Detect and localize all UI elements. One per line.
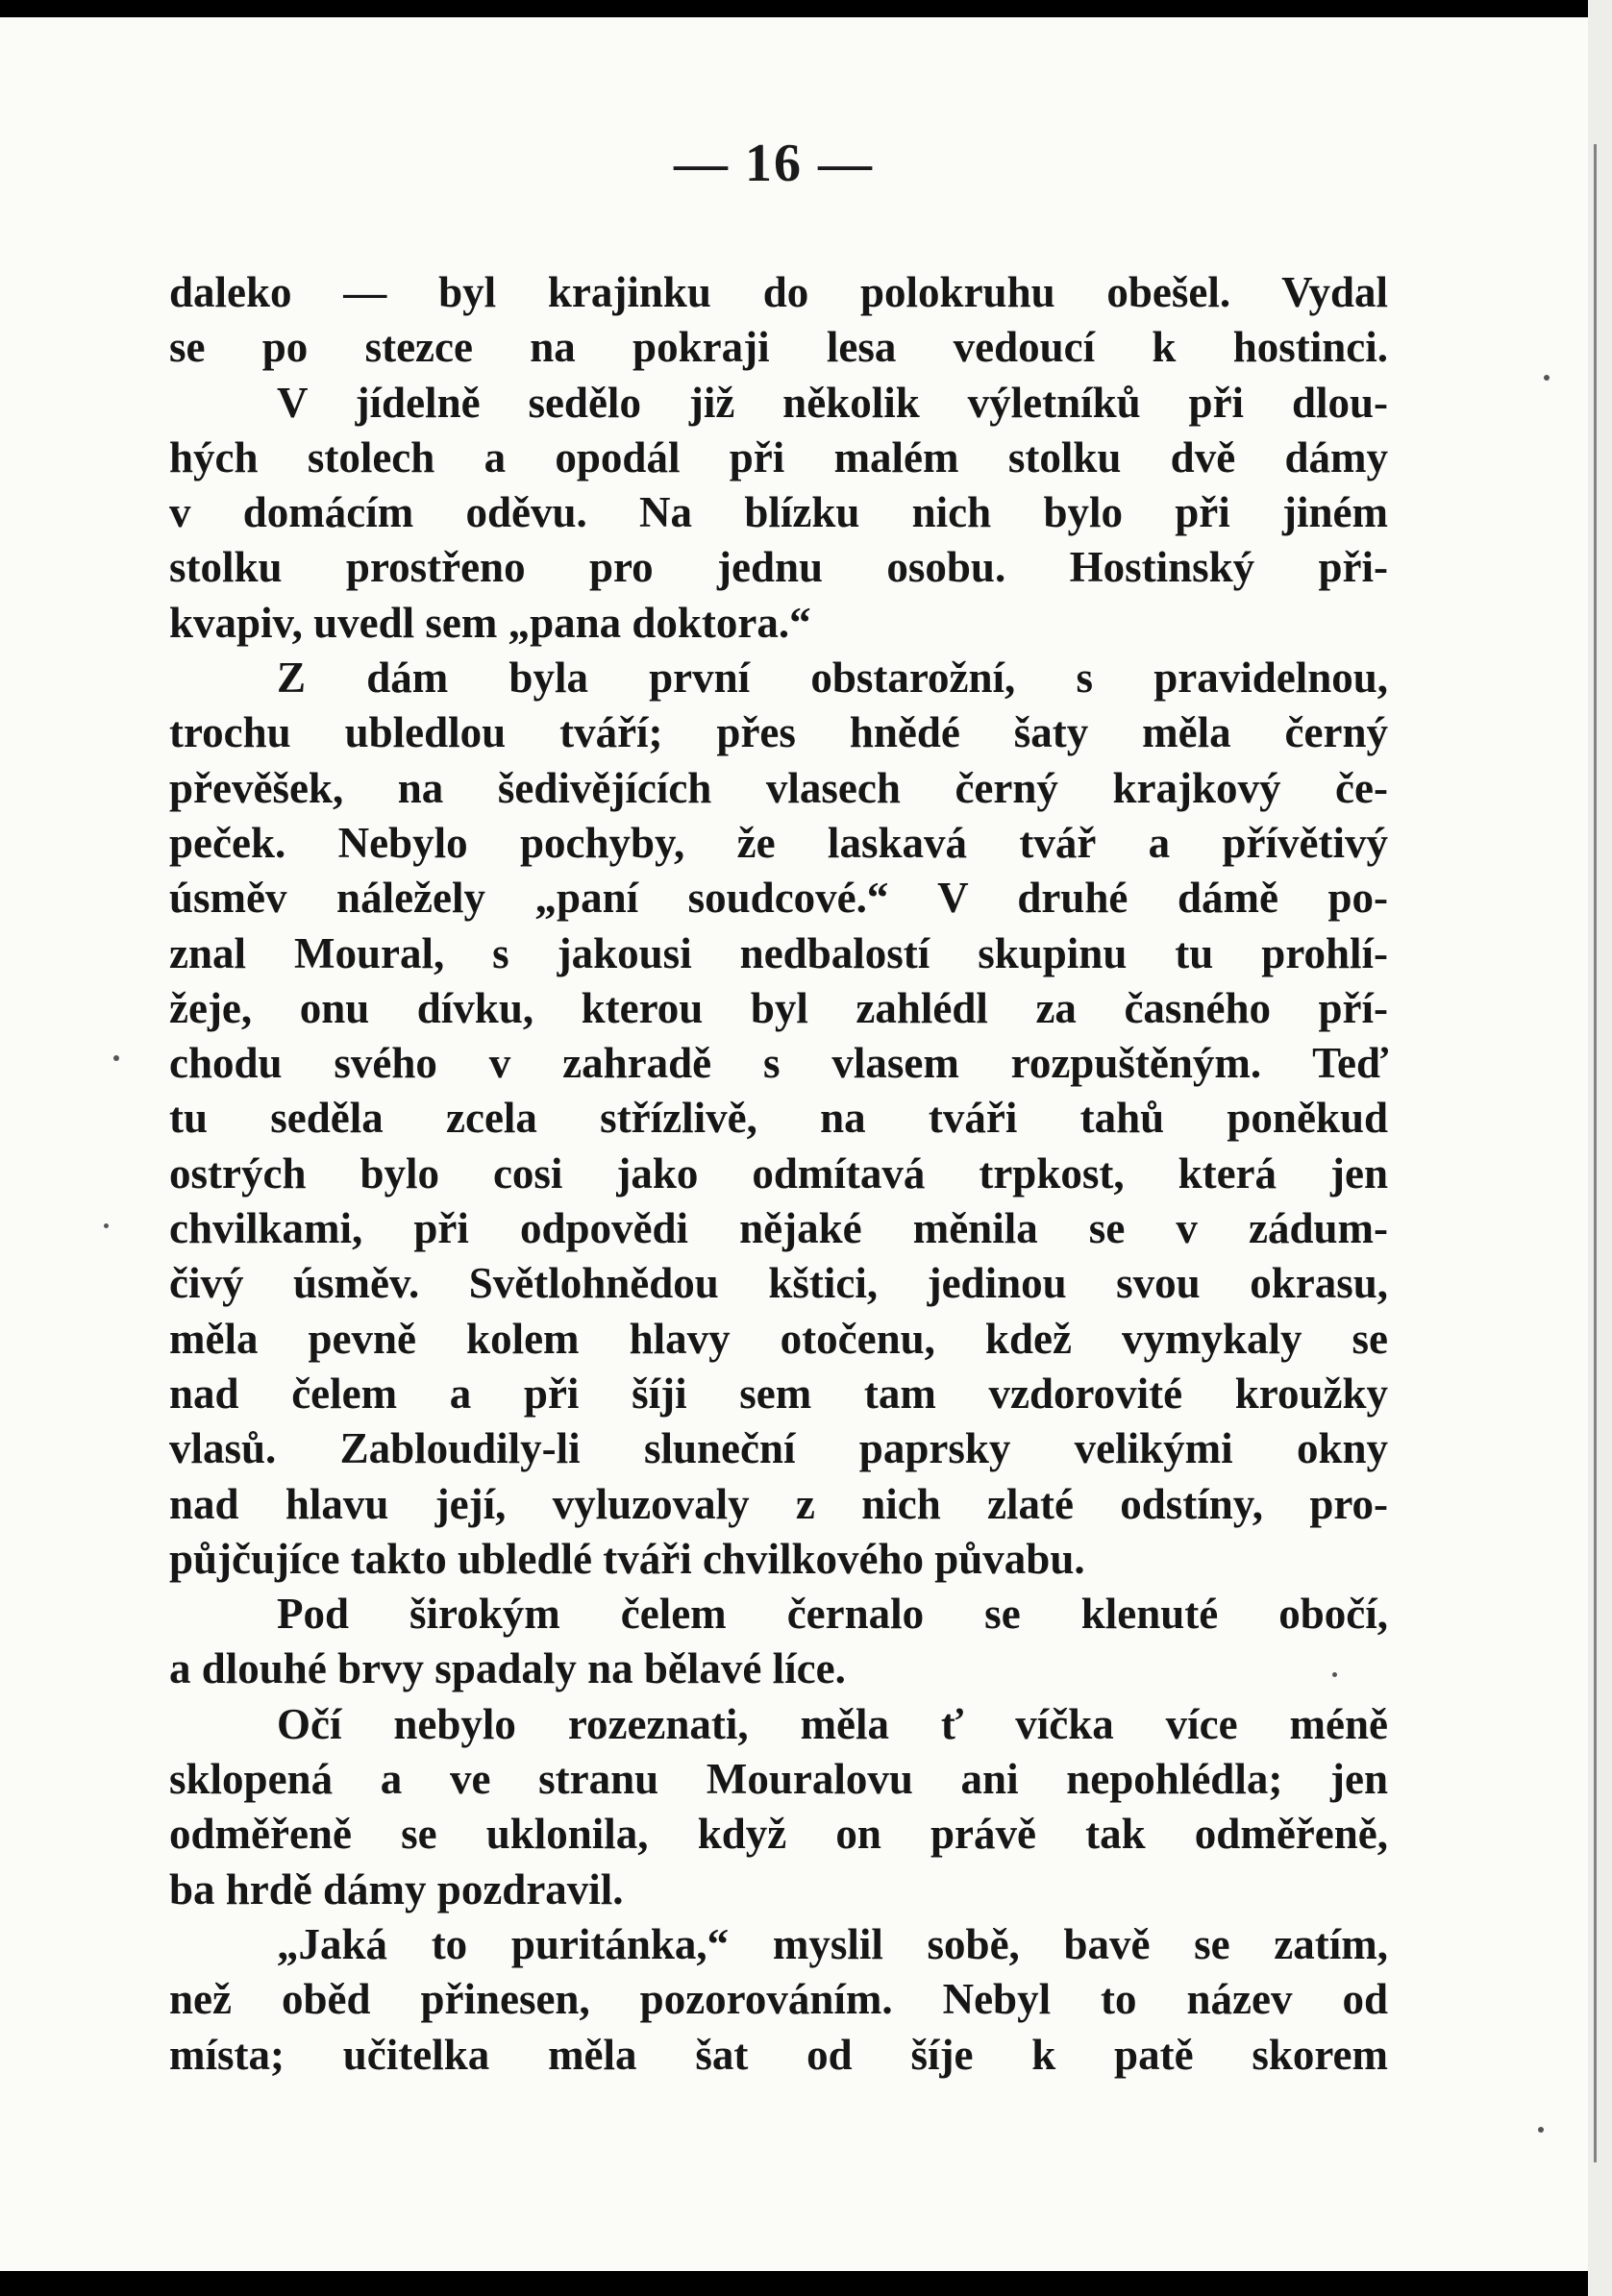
text-line: nad hlavu její, vyluzovaly z nich zlaté odstíny, pro- [169, 1479, 1388, 1528]
text-line: půjčujíce takto ubledlé tváři chvilkového půvabu. [169, 1534, 1085, 1583]
text-line: a dlouhé brvy spadaly na bělavé líce. [169, 1644, 846, 1693]
text-line: Očí nebylo rozeznati, měla ť víčka více méně [277, 1699, 1388, 1748]
book-page [0, 17, 1588, 2271]
text-line: stolku prostřeno pro jednu osobu. Hostinský při- [169, 543, 1388, 592]
text-line: ostrých bylo cosi jako odmítavá trpkost, která jen [169, 1148, 1388, 1197]
paper-speck [104, 1223, 109, 1228]
text-line: v domácím oděvu. Na blízku nich bylo při jiném [169, 488, 1388, 537]
text-line: kvapiv, uvedl sem „pana doktora.“ [169, 598, 811, 647]
text-line: úsměv náležely „paní soudcové.“ V druhé dámě po- [169, 874, 1388, 923]
text-line: Z dám byla první obstarožní, s pravidelnou, [277, 654, 1388, 703]
text-line: V jídelně sedělo již několik výletníků při dlou- [277, 378, 1388, 427]
text-line: chvilkami, při odpovědi nějaké měnila se v zádum- [169, 1204, 1388, 1253]
paper-speck [1538, 2127, 1544, 2133]
binding-rule [1594, 144, 1597, 2162]
page-edge [1588, 0, 1612, 2296]
text-line: odměřeně se uklonila, když on právě tak odměřeně, [169, 1810, 1388, 1859]
text-line: daleko — byl krajinku do polokruhu obešel. Vydal [169, 268, 1388, 316]
text-line: vlasů. Zabloudily-li sluneční paprsky velikými okny [169, 1424, 1388, 1473]
text-line: nad čelem a při šíji sem tam vzdorovité kroužky [169, 1369, 1388, 1418]
body-text [169, 265, 1388, 2083]
page-number: — 16 — [674, 134, 874, 193]
text-line: trochu ubledlou tváří; přes hnědé šaty měla černý [169, 708, 1388, 757]
text-line: peček. Nebylo pochyby, že laskavá tvář a přívětivý [169, 818, 1388, 867]
paper-speck [1332, 1672, 1337, 1677]
paper-speck [113, 1055, 119, 1061]
text-line: čivý úsměv. Světlohnědou kštici, jedinou svou okrasu, [169, 1259, 1388, 1308]
text-line: chodu svého v zahradě s vlasem rozpuštěným. Teď [169, 1039, 1388, 1088]
text-line: než oběd přinesen, pozorováním. Nebyl to název od [169, 1975, 1388, 2024]
text-line: sklopená a ve stranu Mouralovu ani nepohlédla; jen [169, 1755, 1388, 1804]
text-line: žeje, onu dívku, kterou byl zahlédl za časného pří- [169, 983, 1388, 1032]
text-line: tu seděla zcela střízlivě, na tváři tahů poněkud [169, 1094, 1388, 1143]
text-line: znal Moural, s jakousi nedbalostí skupinu tu prohlí- [169, 928, 1388, 977]
paper-speck [1544, 375, 1550, 381]
text-line: hých stolech a opodál při malém stolku dvě dámy [169, 432, 1388, 481]
text-line: se po stezce na pokraji lesa vedoucí k hostinci. [169, 323, 1388, 372]
text-line: ba hrdě dámy pozdravil. [169, 1864, 624, 1913]
text-line: místa; učitelka měla šat od šíje k patě skorem [169, 2030, 1388, 2079]
text-line: převěšek, na šedivějících vlasech černý krajkový če- [169, 763, 1388, 812]
text-line: „Jaká to puritánka,“ myslil sobě, bavě se zatím, [277, 1919, 1388, 1968]
text-line: Pod širokým čelem černalo se klenuté obočí, [277, 1590, 1388, 1639]
text-line: měla pevně kolem hlavy otočenu, kdež vymykaly se [169, 1314, 1388, 1363]
